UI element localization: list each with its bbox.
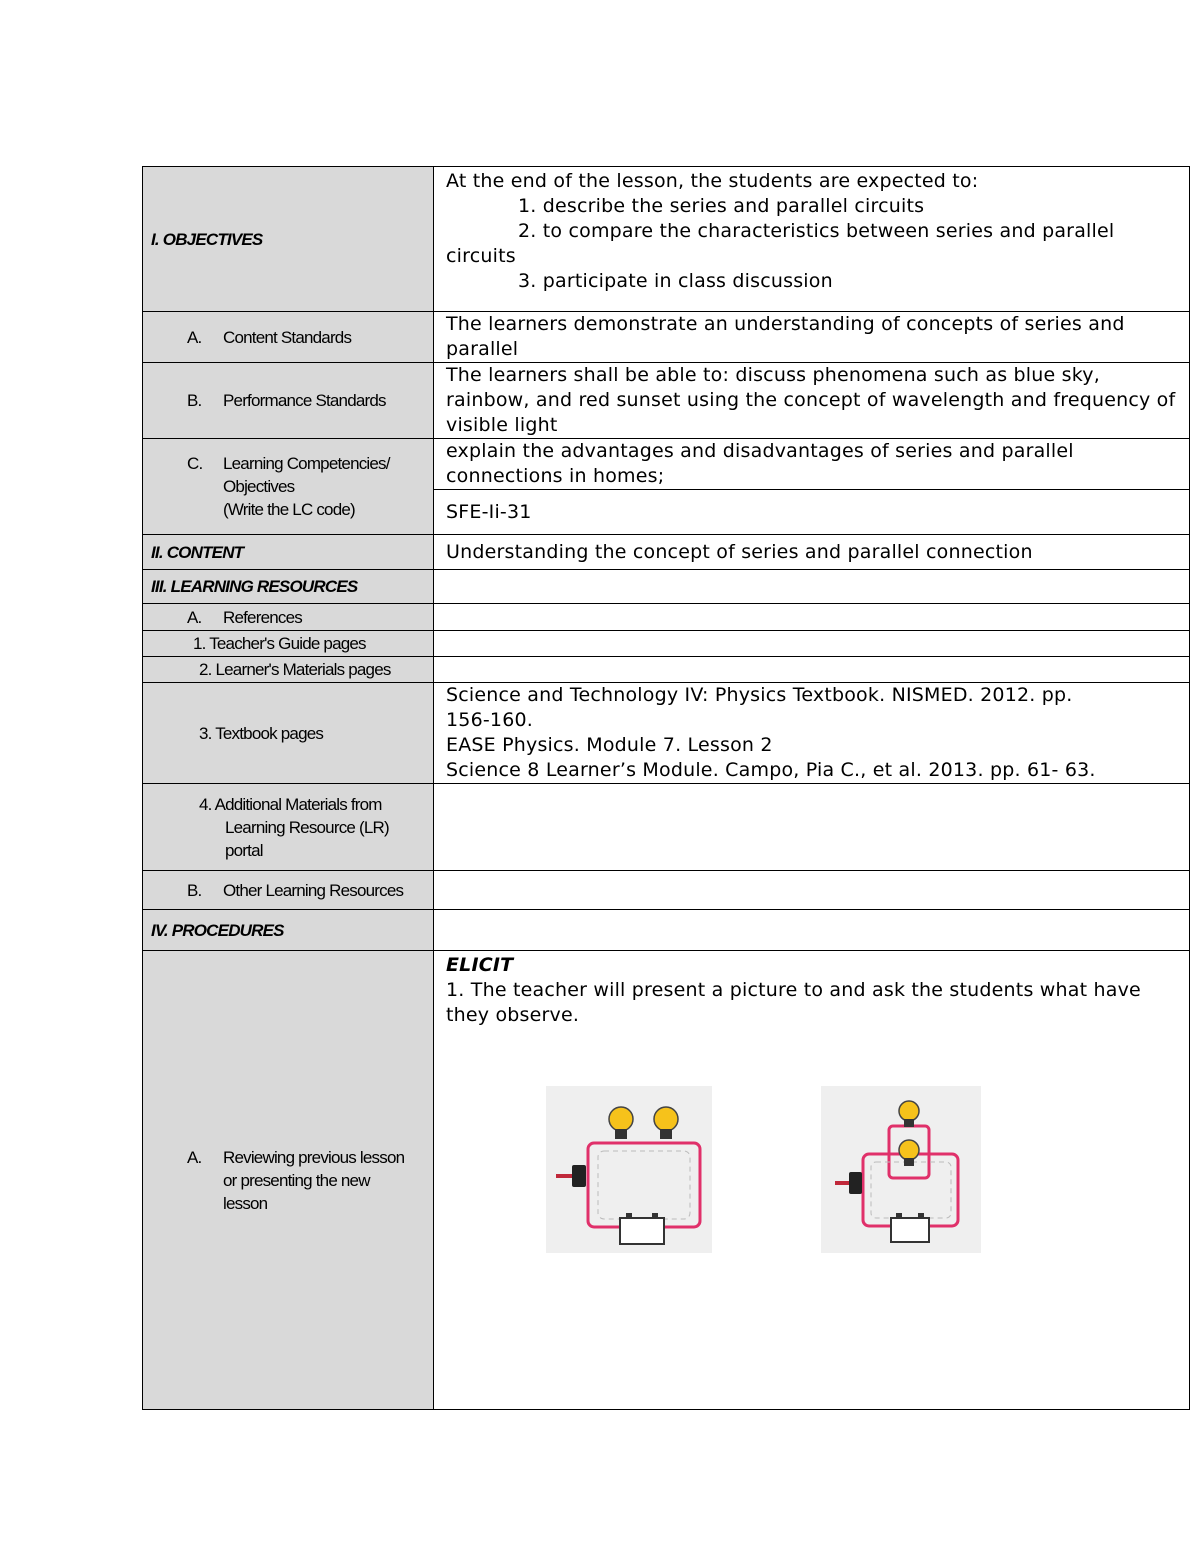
section-letter: A.: [187, 327, 202, 347]
teachers-guide-label: 1. Teacher's Guide pages: [193, 634, 366, 653]
textbook-label-cell: [143, 683, 434, 784]
elicit-instruction: 1. The teacher will present a picture to and ask the students what have they observe.: [446, 979, 1141, 1026]
textbook-references: [434, 683, 1190, 784]
objectives-label-cell: [143, 167, 434, 312]
references-label: References: [223, 607, 302, 627]
learning-resources-row: [143, 570, 1190, 604]
additional-materials-label-line2: Learning Resource (LR): [225, 817, 389, 837]
performance-standards-label-cell: [143, 363, 434, 439]
teachers-guide-value: [434, 631, 1190, 657]
series-circuit-image: [546, 1086, 712, 1253]
references-label-cell: [143, 604, 434, 631]
content-label: II. CONTENT: [151, 542, 244, 562]
performance-standards-label: Performance Standards: [223, 391, 386, 410]
battery-icon: [891, 1213, 929, 1242]
learners-materials-value: [434, 657, 1190, 683]
other-resources-label-cell: [143, 871, 434, 910]
learning-resources-label: III. LEARNING RESOURCES: [151, 577, 358, 596]
learners-materials-row: [143, 657, 1190, 683]
textbook-reference-line: 156-160.: [446, 709, 534, 731]
objectives-label: I. OBJECTIVES: [151, 229, 263, 249]
learning-resources-label-cell: [143, 570, 434, 604]
content-standards-text: The learners demonstrate an understanding of concepts of series and parallel: [434, 312, 1190, 363]
learning-competencies-text: explain the advantages and disadvantages of series and parallel connections in homes;: [434, 439, 1190, 490]
additional-materials-value: [434, 784, 1190, 871]
content-text: Understanding the concept of series and parallel connection: [434, 535, 1190, 570]
learners-materials-label: 2. Learner's Materials pages: [199, 660, 391, 679]
textbook-reference-line: Science 8 Learner’s Module. Campo, Pia C., et al. 2013. pp. 61- 63.: [446, 759, 1096, 781]
additional-materials-label: 4. Additional Materials from: [199, 794, 382, 814]
learning-competencies-label-cell: [143, 439, 434, 535]
procedures-row: [143, 910, 1190, 951]
lc-code: SFE-Ii-31: [434, 490, 1190, 535]
teachers-guide-label-cell: [143, 631, 434, 657]
performance-standards-row: [143, 363, 1190, 439]
section-letter: C.: [187, 454, 203, 473]
procedures-label: IV. PROCEDURES: [151, 920, 284, 940]
content-label-cell: [143, 535, 434, 570]
section-letter: A.: [187, 1147, 202, 1167]
other-resources-row: [143, 871, 1190, 910]
teachers-guide-row: [143, 631, 1190, 657]
elicit-heading: ELICIT: [446, 954, 514, 976]
section-letter: A.: [187, 607, 202, 627]
content-standards-label-cell: [143, 312, 434, 363]
learning-competencies-label-line2: Objectives: [223, 477, 295, 496]
performance-standards-text: The learners shall be able to: discuss phenomena such as blue sky, rainbow, and red sunset using the concept of wavelength and frequency of visible light: [434, 363, 1190, 439]
parallel-circuit-image: [821, 1086, 981, 1253]
textbook-reference-line: EASE Physics. Module 7. Lesson 2: [446, 734, 773, 756]
textbook-row: [143, 683, 1190, 784]
additional-materials-row: [143, 784, 1190, 871]
lc-code-hint: (Write the LC code): [223, 500, 355, 519]
objectives-content-cell: [434, 167, 1190, 312]
additional-materials-label-cell: [143, 784, 434, 871]
battery-icon: [620, 1213, 664, 1244]
review-label: Reviewing previous lesson: [223, 1147, 405, 1167]
other-resources-value: [434, 871, 1190, 910]
learning-competencies-label: Learning Competencies/: [223, 454, 390, 473]
review-label-line2: or presenting the new: [223, 1170, 370, 1190]
objectives-intro: At the end of the lesson, the students are expected to:: [446, 170, 979, 192]
review-label-line3: lesson: [223, 1193, 268, 1213]
content-standards-label: Content Standards: [223, 327, 352, 347]
content-standards-row: [143, 312, 1190, 363]
learning-resources-value: [434, 570, 1190, 604]
objective-item: 3. participate in class discussion: [518, 270, 833, 292]
section-letter: B.: [187, 391, 202, 410]
content-row: [143, 535, 1190, 570]
procedures-value: [434, 910, 1190, 951]
section-letter: B.: [187, 880, 202, 900]
objective-item: 2. to compare the characteristics between series and parallel: [518, 220, 1115, 242]
review-label-cell: [143, 951, 434, 1410]
references-row: [143, 604, 1190, 631]
additional-materials-label-line3: portal: [225, 840, 263, 860]
references-value: [434, 604, 1190, 631]
objective-item-continuation: circuits: [446, 245, 516, 267]
learners-materials-label-cell: [143, 657, 434, 683]
procedures-label-cell: [143, 910, 434, 951]
other-resources-label: Other Learning Resources: [223, 880, 404, 900]
objectives-row: [143, 167, 1190, 312]
objective-item: 1. describe the series and parallel circuits: [518, 195, 925, 217]
textbook-reference-line: Science and Technology IV: Physics Textbook. NISMED. 2012. pp.: [446, 684, 1073, 706]
textbook-label: 3. Textbook pages: [199, 723, 324, 743]
learning-competencies-row: [143, 439, 1190, 490]
